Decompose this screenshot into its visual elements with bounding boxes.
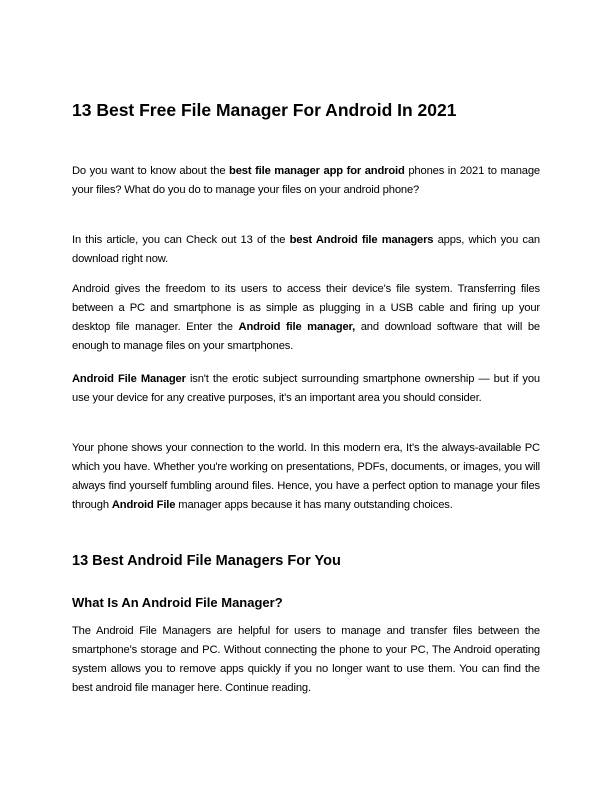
bold-text: best file manager app for android [229,165,405,177]
section-heading: 13 Best Android File Managers For You [72,553,341,569]
page-title: 13 Best Free File Manager For Android In 2021 [72,100,457,120]
subject-paragraph [72,370,540,408]
bold-text: Android File Manager [72,373,186,385]
text: Android gives the freedom to its users to access their device's file system. Transferring files between a PC and smartphone is as simple as plugging in a USB cable and firing up your desktop file manager. Enter the [72,283,540,333]
text: Do you want to know about the [72,165,230,177]
subsection-heading: What Is An Android File Manager? [72,595,283,610]
definition-paragraph: The Android File Managers are helpful for users to manage and transfer files between the smartphone's storage and PC. Without connecting the phone to your PC, The Android operating system allows you to remove apps quickly if you no longer want to use them. You can find the best android file manager here. Continue reading. [72,625,540,694]
freedom-paragraph [72,280,540,356]
bold-text: Android file manager, [238,321,356,333]
text: and download software that will be enough to manage files on your smartphones. [72,321,540,352]
bold-text: best Android file managers [289,234,434,246]
text: phones in 2021 to manage your files? What do you do to manage your files on your android phone? [72,165,540,196]
text: Your phone shows your connection to the world. In this modern era, It's the always-available PC which you have. Whether you're working on presentations, PDFs, documents, or images, you will always find yourself fumbling around files. Hence, you have a perfect option to manage your files through [72,442,540,511]
article-paragraph [72,231,540,269]
text: apps, which you can download right now. [72,234,540,265]
text: manager apps because it has many outstanding choices. [175,499,453,511]
bold-text: Android File [111,499,176,511]
text: In this article, you can Check out 13 of the [72,234,290,246]
intro-paragraph [72,162,540,200]
text: isn't the erotic subject surrounding smartphone ownership — but if you use your device for any creative purposes, it's an important area you should consider. [72,373,540,404]
phone-paragraph [72,439,540,515]
